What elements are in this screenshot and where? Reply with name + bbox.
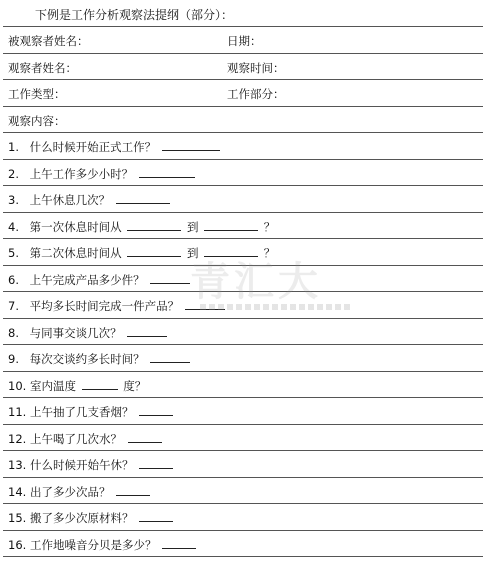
answer-blank[interactable] <box>204 219 258 231</box>
answer-blank[interactable] <box>150 272 190 284</box>
question-text: 每次交谈约多长时间？ <box>29 352 145 366</box>
watermark-text: 青汇大 <box>190 259 322 305</box>
observed-name-label: 被观察者姓名： <box>8 34 89 48</box>
observation-time-label: 观察时间： <box>227 60 285 75</box>
question-row <box>3 425 483 452</box>
question-row <box>3 133 483 160</box>
header-row <box>3 54 483 81</box>
page-title: 下例是工作分析观察法提纲（部分）： <box>35 8 234 22</box>
content-label: 观察内容： <box>8 113 66 128</box>
question-text: 度？ <box>123 378 147 393</box>
question-text: 第二次休息时间从 <box>29 246 122 260</box>
answer-blank[interactable] <box>139 457 173 469</box>
question-text: 上午喝了几次水？ <box>29 431 122 446</box>
question-row <box>3 186 483 213</box>
question-row <box>3 160 483 187</box>
question-row <box>3 345 483 372</box>
question-number: 10. <box>8 378 27 393</box>
answer-blank[interactable] <box>162 537 196 549</box>
question-number: 8. <box>8 325 19 340</box>
question-number: 4. <box>8 219 19 234</box>
question-number: 15. <box>8 511 27 525</box>
answer-blank[interactable] <box>127 325 167 337</box>
header-row <box>3 80 483 107</box>
work-type-label: 工作类型： <box>8 87 66 101</box>
question-text: 到 <box>186 246 199 260</box>
answer-blank[interactable] <box>127 219 181 231</box>
question-text: 第一次休息时间从 <box>29 219 122 234</box>
question-row <box>3 266 483 293</box>
question-text: 搬了多少次原材料？ <box>29 511 134 525</box>
question-text: 出了多少次品？ <box>29 484 111 499</box>
question-number: 12. <box>8 431 27 446</box>
question-text: 什么时候开始午休？ <box>29 458 134 472</box>
question-number: 6. <box>8 272 19 287</box>
question-row <box>3 239 483 266</box>
header-row <box>3 27 483 54</box>
answer-blank[interactable] <box>204 245 258 257</box>
answer-blank[interactable] <box>139 166 195 178</box>
question-number: 16. <box>8 537 27 552</box>
question-text: 工作地噪音分贝是多少？ <box>29 537 157 552</box>
answer-blank[interactable] <box>116 484 150 496</box>
answer-blank[interactable] <box>139 404 173 416</box>
answer-blank[interactable] <box>150 351 190 363</box>
observation-form <box>3 26 483 557</box>
question-text: 到 <box>186 219 199 234</box>
question-row <box>3 531 483 558</box>
work-section-label: 工作部分： <box>227 87 285 101</box>
question-number: 7. <box>8 299 19 313</box>
answer-blank[interactable] <box>139 510 173 522</box>
question-row <box>3 319 483 346</box>
question-row <box>3 504 483 531</box>
question-number: 1. <box>8 140 19 154</box>
question-text: 上午工作多少小时？ <box>29 166 134 181</box>
answer-blank[interactable] <box>127 245 181 257</box>
question-text: 平均多长时间完成一件产品？ <box>29 299 180 313</box>
answer-blank[interactable] <box>185 298 225 310</box>
question-text: 上午完成产品多少件？ <box>29 272 145 287</box>
question-row <box>3 451 483 478</box>
question-text: 与同事交谈几次？ <box>29 325 122 340</box>
question-row <box>3 478 483 505</box>
question-text: 上午抽了几支香烟？ <box>29 405 134 419</box>
question-number: 3. <box>8 193 19 207</box>
answer-blank[interactable] <box>116 192 170 204</box>
question-row <box>3 398 483 425</box>
question-text: 上午休息几次？ <box>29 193 111 207</box>
question-text: 什么时候开始正式工作？ <box>29 140 157 154</box>
date-label: 日期： <box>227 34 262 48</box>
answer-blank[interactable] <box>162 139 220 151</box>
observer-name-label: 观察者姓名： <box>8 60 77 75</box>
question-number: 11. <box>8 405 27 419</box>
question-row <box>3 292 483 319</box>
question-row <box>3 372 483 399</box>
question-text: ？ <box>263 246 276 260</box>
question-text: ？ <box>263 219 276 234</box>
question-row <box>3 213 483 240</box>
answer-blank[interactable] <box>82 378 118 390</box>
question-number: 14. <box>8 484 27 499</box>
answer-blank[interactable] <box>128 431 162 443</box>
question-number: 5. <box>8 246 19 260</box>
question-text: 室内温度 <box>29 378 76 393</box>
question-number: 2. <box>8 166 19 181</box>
content-row <box>3 107 483 134</box>
question-number: 13. <box>8 458 27 472</box>
question-number: 9. <box>8 352 19 366</box>
